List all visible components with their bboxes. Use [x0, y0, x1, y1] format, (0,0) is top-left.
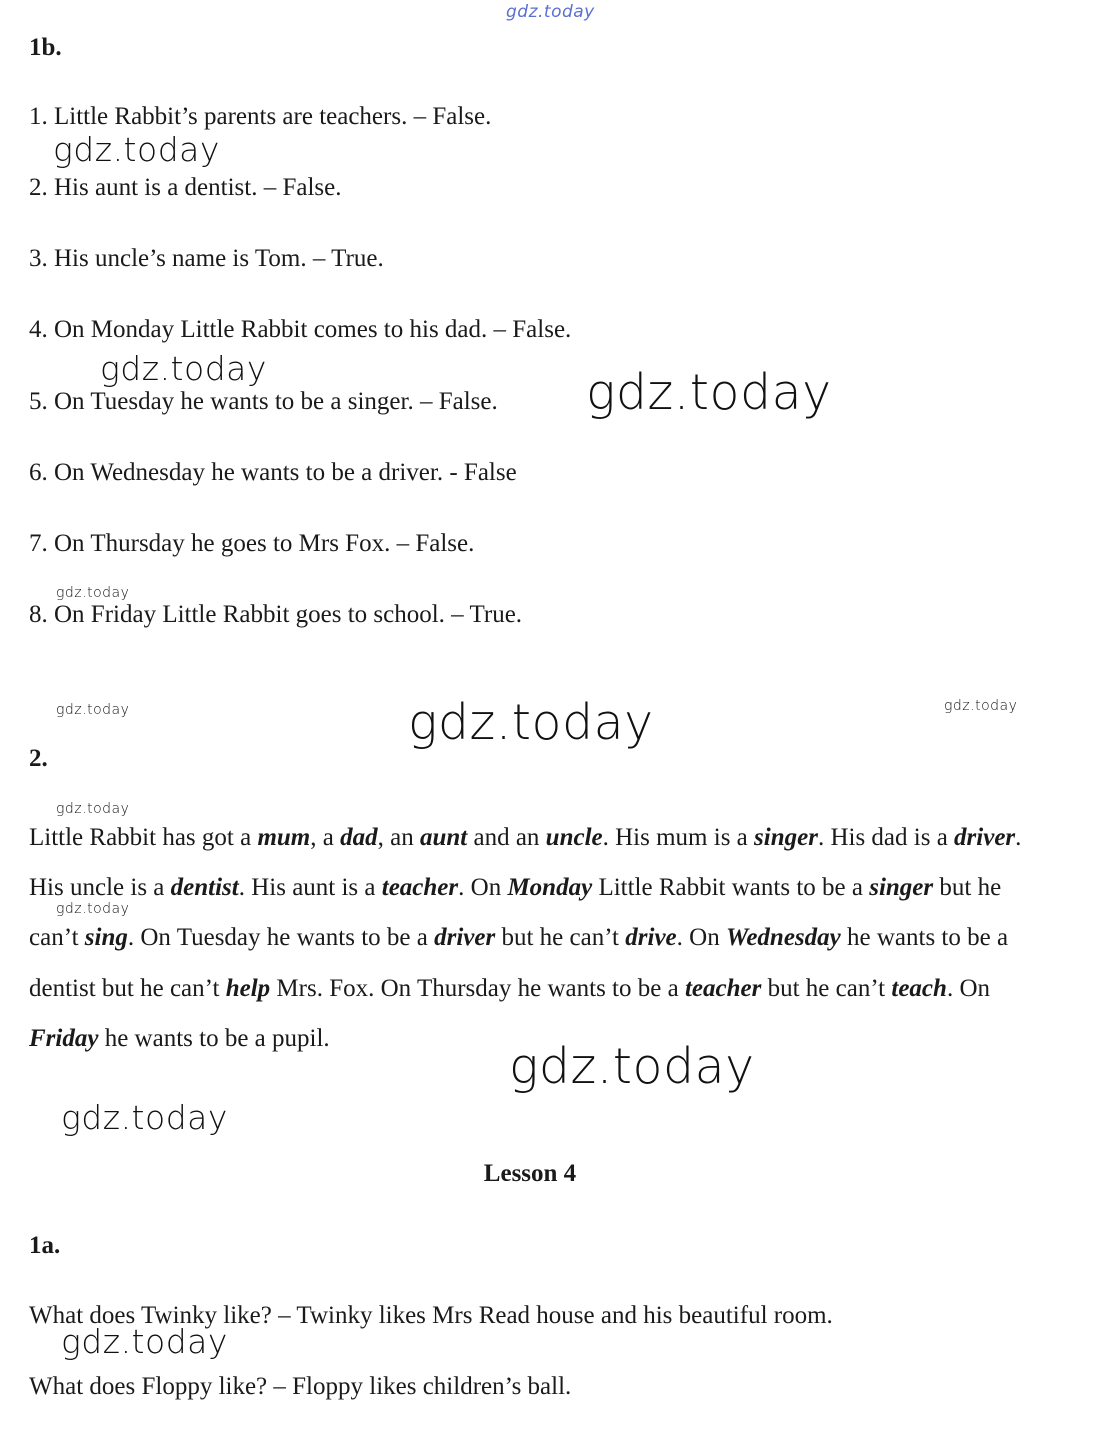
- answer-item: 5. On Tuesday he wants to be a singer. – False.: [29, 388, 498, 415]
- story-text: he wants to be a pupil.: [98, 1024, 330, 1052]
- answer-word: teach: [891, 974, 947, 1002]
- watermark: gdz.today: [56, 585, 130, 601]
- story-text: . His uncle is a: [29, 824, 1022, 902]
- answer-word: driver: [954, 824, 1016, 851]
- story-text: Mrs. Fox. On Thursday he wants to be a: [270, 974, 685, 1002]
- answer-word: singer: [869, 874, 934, 902]
- answer-item: 2. His aunt is a dentist. – False.: [29, 174, 342, 201]
- answer-item: 6. On Wednesday he wants to be a driver. - False: [29, 459, 517, 486]
- watermark: gdz.today: [61, 1098, 228, 1137]
- story-text: . His dad is a: [817, 824, 955, 851]
- watermark: gdz.today: [100, 349, 267, 388]
- story-text: but he can’t: [29, 874, 1002, 952]
- answer-word: dentist: [170, 874, 239, 902]
- answer-word: Monday: [507, 874, 593, 902]
- story-text: . On: [946, 974, 990, 1002]
- section-2-heading: 2.: [29, 745, 48, 772]
- answer-word: Friday: [29, 1024, 99, 1052]
- answer-word: teacher: [381, 874, 459, 902]
- answer-word: aunt: [419, 824, 468, 851]
- section-1b-heading: 1b.: [29, 34, 62, 61]
- story-text: he wants to be a dentist but he can’t: [29, 924, 1009, 1002]
- watermark: gdz.today: [61, 1322, 228, 1361]
- story-text: , an: [377, 824, 420, 851]
- story-text: but he can’t: [495, 924, 626, 952]
- story-text: . His aunt is a: [238, 874, 382, 902]
- answer-item: 1. Little Rabbit’s parents are teachers. – False.: [29, 103, 492, 130]
- answer-word: mum: [257, 824, 311, 851]
- story-text: . On Tuesday he wants to be a: [127, 924, 435, 952]
- story-text: . On: [458, 874, 508, 902]
- watermark: gdz.today: [56, 901, 130, 917]
- story-text: , a: [310, 824, 341, 851]
- story-text: . His mum is a: [602, 824, 755, 851]
- section-1a-heading: 1a.: [29, 1232, 61, 1259]
- watermark: gdz.today: [509, 1038, 755, 1095]
- answer-word: help: [225, 974, 271, 1002]
- story-text: . On: [676, 924, 726, 952]
- answer-word: sing: [84, 924, 128, 952]
- answer-word: drive: [625, 924, 677, 952]
- answer-word: driver: [434, 924, 496, 952]
- header-watermark: gdz.today: [506, 2, 595, 22]
- story-paragraph: [29, 813, 1039, 1064]
- story-text: and an: [467, 824, 546, 851]
- watermark: gdz.today: [56, 702, 130, 718]
- answer-item: 3. His uncle’s name is Tom. – True.: [29, 245, 384, 272]
- watermark: gdz.today: [586, 364, 832, 421]
- answer-item: What does Twinky like? – Twinky likes Mrs Read house and his beautiful room.: [29, 1302, 833, 1329]
- lesson-title: Lesson 4: [483, 1160, 577, 1187]
- answer-word: singer: [754, 824, 818, 851]
- answer-word: dad: [340, 824, 378, 851]
- answer-word: teacher: [684, 974, 762, 1002]
- watermark: gdz.today: [408, 694, 654, 751]
- watermark: gdz.today: [53, 130, 220, 169]
- answer-item: 7. On Thursday he goes to Mrs Fox. – False.: [29, 530, 475, 557]
- story-text: but he can’t: [761, 974, 892, 1002]
- watermark: gdz.today: [944, 698, 1018, 714]
- answer-word: Wednesday: [725, 924, 841, 952]
- story-text: Little Rabbit wants to be a: [592, 874, 870, 902]
- answer-item: 4. On Monday Little Rabbit comes to his dad. – False.: [29, 316, 572, 343]
- story-text: Little Rabbit has got a: [29, 824, 258, 851]
- answer-item: 8. On Friday Little Rabbit goes to school. – True.: [29, 601, 523, 628]
- answer-item: What does Floppy like? – Floppy likes children’s ball.: [29, 1373, 572, 1400]
- answer-word: uncle: [545, 824, 603, 851]
- watermark: gdz.today: [56, 801, 130, 817]
